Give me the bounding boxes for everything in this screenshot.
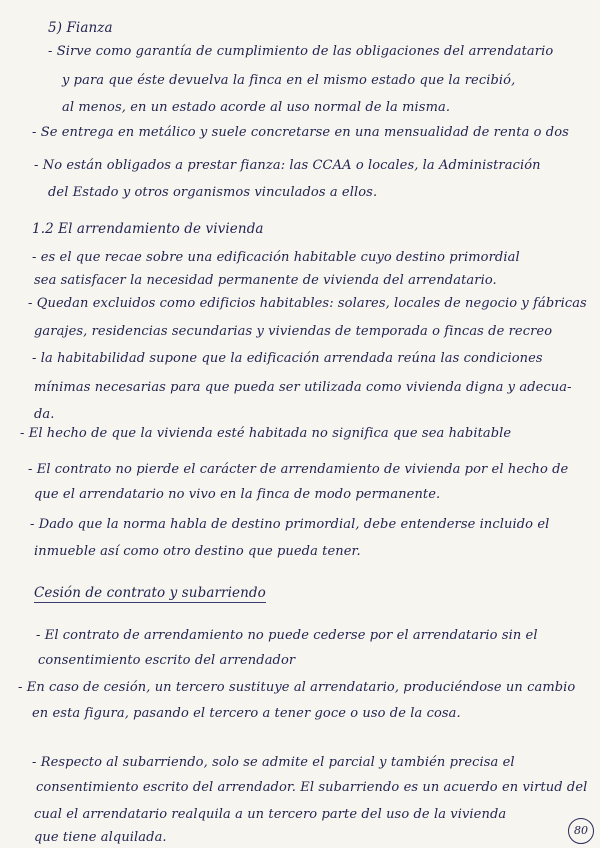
text-line: - Se entrega en metálico y suele concretarse en una mensualidad de renta o dos [32,125,569,140]
text-line: - No están obligados a prestar fianza: las CCAA o locales, la Administración [34,158,541,173]
text-line: que tiene alquilada. [34,830,167,845]
text-line: y para que éste devuelva la finca en el mismo estado que la recibió, [62,73,516,88]
text-line: consentimiento escrito del arrendador. El subarriendo es un acuerdo en virtud del [36,780,588,795]
text-line: - En caso de cesión, un tercero sustituye al arrendatario, produciéndose un cambio [18,680,576,695]
text-line: garajes, residencias secundarias y viviendas de temporada o fincas de recreo [34,324,553,339]
text-line: en esta figura, pasando el tercero a tener goce o uso de la cosa. [32,706,461,721]
text-line: que el arrendatario no vivo en la finca de modo permanente. [34,487,441,502]
text-line: da. [34,407,55,422]
text-line: al menos, en un estado acorde al uso normal de la misma. [62,100,451,115]
text-line: - El contrato de arrendamiento no puede cederse por el arrendatario sin el [36,628,538,643]
text-line: inmueble así como otro destino que pueda tener. [34,544,361,559]
text-line: cual el arrendatario realquila a un tercero parte del uso de la vivienda [34,807,507,822]
text-line: - Respecto al subarriendo, solo se admite el parcial y también precisa el [32,755,515,770]
text-line: - El hecho de que la vivienda esté habitada no significa que sea habitable [20,426,512,441]
section-heading-fianza: 5) Fianza [48,20,113,36]
page-number: 80 [568,818,594,844]
text-line: consentimiento escrito del arrendador [38,653,296,668]
section-heading-cesion: Cesión de contrato y subarriendo [34,585,266,601]
text-line: del Estado y otros organismos vinculados a ellos. [48,185,378,200]
text-line: - El contrato no pierde el carácter de arrendamiento de vivienda por el hecho de [28,462,569,477]
text-line: sea satisfacer la necesidad permanente de vivienda del arrendatario. [34,273,497,288]
text-line: - Sirve como garantía de cumplimiento de las obligaciones del arrendatario [48,44,554,59]
text-line: - Quedan excluidos como edificios habitables: solares, locales de negocio y fábricas [28,296,587,311]
text-line: mínimas necesarias para que pueda ser utilizada como vivienda digna y adecua- [34,380,572,395]
section-heading-arrendamiento: 1.2 El arrendamiento de vivienda [32,221,264,237]
text-line: - la habitabilidad supone que la edificación arrendada reúna las condiciones [32,351,543,366]
text-line: - es el que recae sobre una edificación habitable cuyo destino primordial [32,250,520,265]
text-line: - Dado que la norma habla de destino primordial, debe entenderse incluido el [30,517,550,532]
